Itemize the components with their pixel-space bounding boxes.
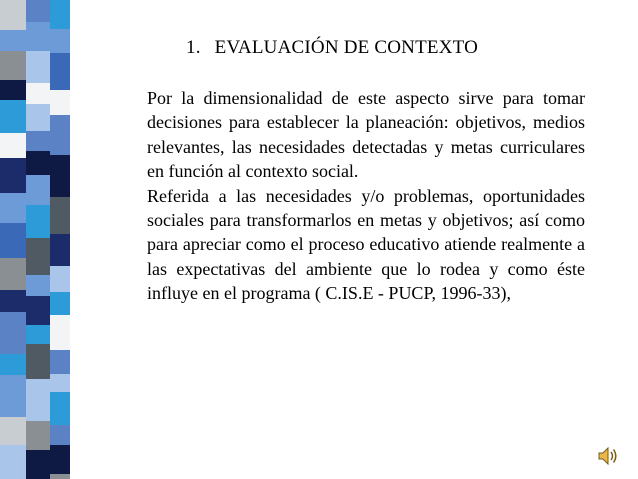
- mosaic-tile: [26, 379, 50, 421]
- mosaic-tile: [26, 238, 50, 275]
- mosaic-tile: [50, 266, 70, 292]
- mosaic-tile: [50, 234, 70, 266]
- mosaic-tile: [0, 193, 26, 223]
- mosaic-tile: [50, 155, 70, 197]
- mosaic-tile: [0, 417, 26, 445]
- mosaic-tile: [50, 53, 70, 90]
- mosaic-tile: [50, 0, 70, 29]
- slide-body: [147, 86, 585, 306]
- mosaic-tile: [26, 344, 50, 379]
- mosaic-graphic: [0, 0, 70, 479]
- speaker-icon-graphic: [597, 446, 619, 466]
- mosaic-tile: [50, 350, 70, 374]
- paragraph-2: Referida a las necesidades y/o problemas, oportunidades sociales para transformarlos en metas y objetivos; así como para apreciar como el proceso educativo atiende realmente a las expectativas del ambiente que lo rodea y como éste influye en el programa ( C.IS.E - PUCP, 1996-33),: [147, 185, 585, 304]
- decorative-mosaic-strip: [0, 0, 70, 479]
- mosaic-tile: [26, 175, 50, 205]
- mosaic-tile: [26, 205, 50, 238]
- mosaic-tile: [26, 275, 50, 296]
- mosaic-tile: [0, 0, 26, 30]
- mosaic-tile: [0, 100, 26, 133]
- mosaic-tile: [0, 30, 26, 51]
- mosaic-tile: [0, 354, 26, 375]
- mosaic-tile: [50, 425, 70, 445]
- mosaic-tile: [26, 151, 50, 175]
- mosaic-tile: [26, 22, 50, 51]
- mosaic-tile: [0, 80, 26, 100]
- slide-heading: [186, 37, 478, 59]
- mosaic-tile: [0, 445, 26, 479]
- mosaic-tile: [50, 374, 70, 392]
- mosaic-tile: [26, 104, 50, 131]
- mosaic-tile: [50, 392, 70, 425]
- mosaic-tile: [26, 421, 50, 450]
- paragraph-1: Por la dimensionalidad de este aspecto sirve para tomar decisiones para establecer la planeación: objetivos, medios relevantes, las necesidades detectadas y metas curriculares en función al contexto social.: [147, 88, 585, 182]
- mosaic-tile: [26, 296, 50, 325]
- mosaic-tile: [50, 115, 70, 155]
- mosaic-tile: [0, 133, 26, 158]
- mosaic-tile: [0, 312, 26, 354]
- mosaic-tile: [0, 158, 26, 193]
- mosaic-tile: [26, 450, 50, 479]
- mosaic-tile: [0, 290, 26, 312]
- heading-number: 1.: [186, 37, 201, 58]
- mosaic-tile: [50, 445, 70, 474]
- mosaic-tile: [50, 29, 70, 53]
- mosaic-tile: [0, 51, 26, 80]
- mosaic-tile: [50, 197, 70, 234]
- mosaic-tile: [50, 315, 70, 350]
- speaker-icon[interactable]: [597, 446, 619, 466]
- mosaic-tile: [26, 325, 50, 344]
- mosaic-tile: [0, 223, 26, 258]
- heading-text: EVALUACIÓN DE CONTEXTO: [214, 37, 479, 58]
- mosaic-tile: [26, 51, 50, 83]
- mosaic-tile: [26, 131, 50, 151]
- mosaic-tile: [50, 90, 70, 115]
- mosaic-tile: [50, 292, 70, 315]
- mosaic-tile: [26, 83, 50, 104]
- mosaic-tile: [26, 0, 50, 22]
- mosaic-tile: [0, 258, 26, 290]
- mosaic-tile: [50, 474, 70, 479]
- mosaic-tile: [0, 375, 26, 417]
